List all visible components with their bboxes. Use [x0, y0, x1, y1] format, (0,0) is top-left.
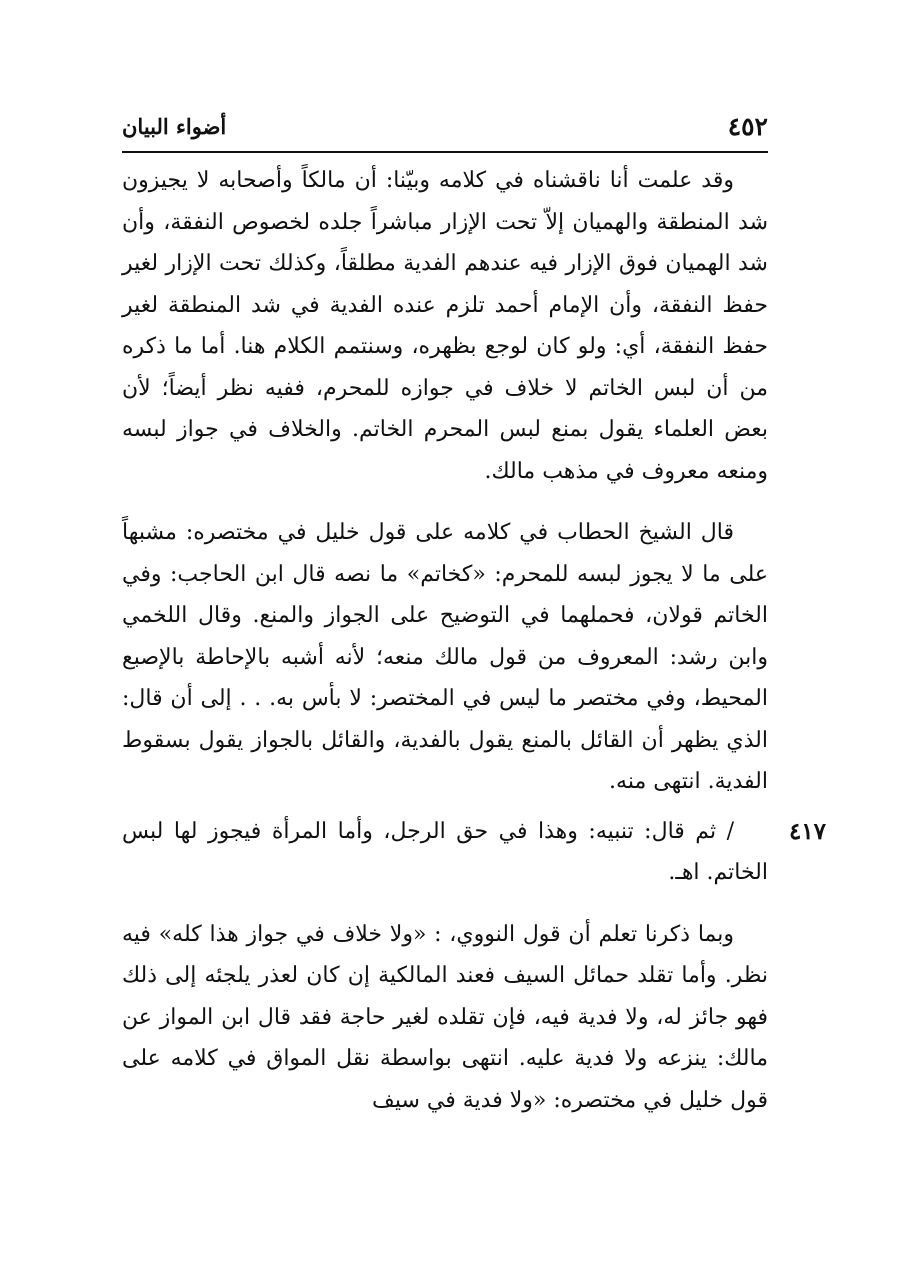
- margin-page-marker: ٤١٧: [788, 817, 826, 845]
- paragraph-4: وبما ذكرنا تعلم أن قول النووي، : «ولا خلاف في جواز هذا كله» فيه نظر. وأما تقلد حمائل السيف فعند المالكية إن كان لعذر يلجئه إلى ذلك فهو جائز له، ولا فدية فيه، فإن تقلده لغير حاجة فقد قال ابن المواز عن مالك: ينزعه ولا فدية عليه. انتهى بواسطة نقل المواق في كلامه على قول خليل في مختصره: «ولا فدية في سيف: [122, 921, 768, 1113]
- page-header: [122, 110, 768, 150]
- marked-paragraph-block: [122, 811, 826, 894]
- running-title: أضواء البيان: [122, 114, 227, 139]
- paragraph-2: قال الشيخ الحطاب في كلامه على قول خليل في مختصره: مشبهاً على ما لا يجوز لبسه للمحرم: «كخاتم» ما نصه قال ابن الحاجب: وفي الخاتم قولان، فحملهما في التوضيح على الجواز والمنع. وقال اللخمي وابن رشد: المعروف من قول مالك منعه؛ لأنه أشبه بالإحاطة بالإصبع المحيط، وفي مختصر ما ليس في المختصر: لا بأس به. . . إلى أن قال: الذي يظهر أن القائل بالمنع يقول بالفدية، والقائل بالجواز يقول بسقوط الفدية. انتهى منه.: [122, 520, 768, 794]
- paragraph-1: وقد علمت أنا ناقشناه في كلامه وبيّنا: أن مالكاً وأصحابه لا يجيزون شد المنطقة والهميان إلاّ تحت الإزار مباشراً جلده لخصوص النفقة، وأن شد الهميان فوق الإزار فيه عندهم الفدية مطلقاً، وكذلك تحت الإزار لغير حفظ النفقة، وأن الإمام أحمد تلزم عنده الفدية في شد المنطقة لغير حفظ النفقة، أي: ولو كان لوجع بظهره، وسنتمم الكلام هنا. أما ما ذكره من أن لبس الخاتم لا خلاف في جوازه للمحرم، ففيه نظر أيضاً؛ لأن بعض العلماء يقول بمنع لبس المحرم الخاتم. والخلاف في جواز لبسه ومنعه معروف في مذهب مالك.: [122, 168, 769, 484]
- body-text: [122, 160, 826, 1121]
- page-number: ٤٥٢: [727, 112, 768, 141]
- paragraph-3: / ثم قال: تنبيه: وهذا في حق الرجل، وأما المرأة فيجوز لها لبس الخاتم. اهـ.: [122, 818, 768, 885]
- header-rule: [122, 151, 768, 153]
